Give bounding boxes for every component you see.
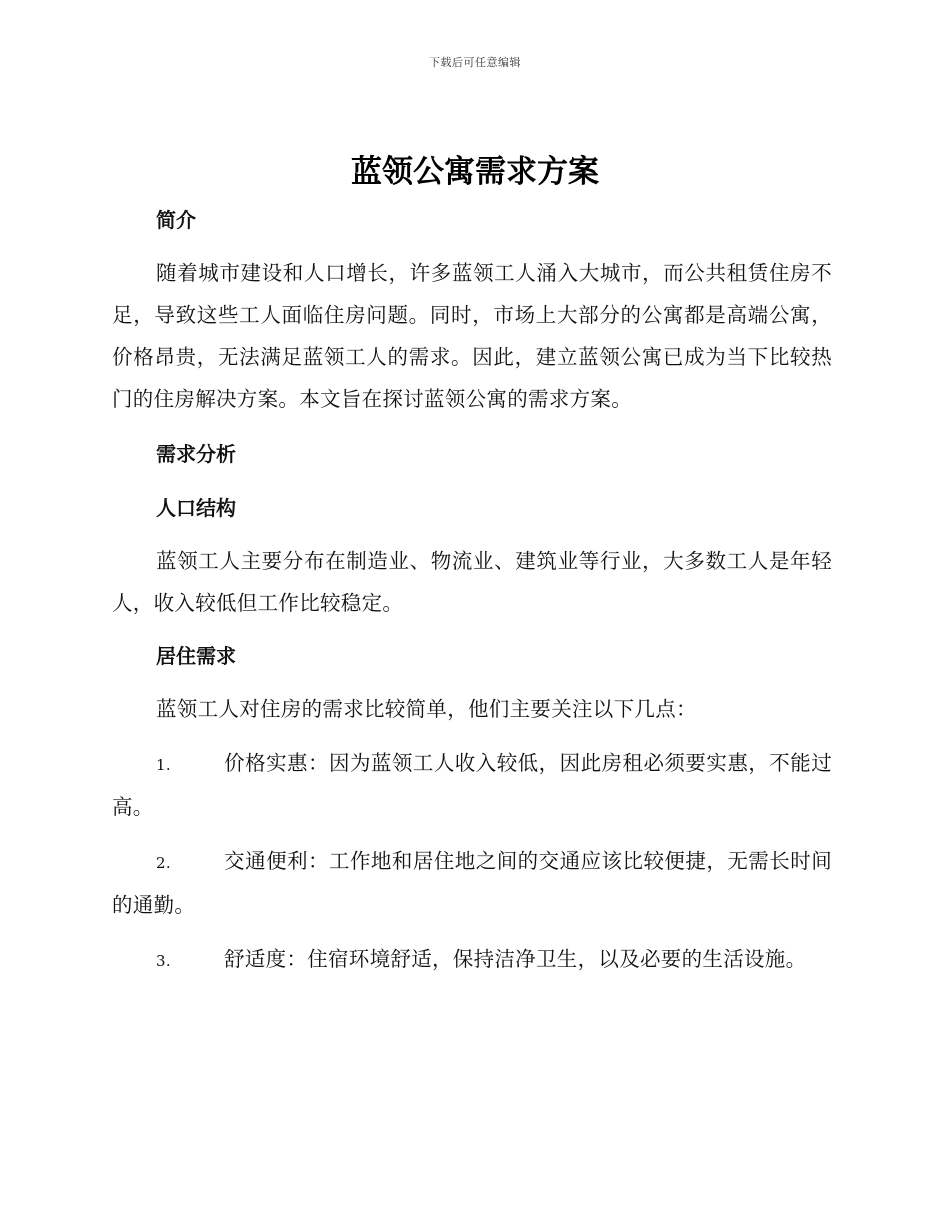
list-item-text: 交通便利：工作地和居住地之间的交通应该比较便捷，无需长时间的通勤。 [112,849,832,917]
paragraph-intro: 随着城市建设和人口增长，许多蓝领工人涌入大城市，而公共租赁住房不足，导致这些工人面临住房问题。同时，市场上大部分的公寓都是高端公寓，价格昂贵，无法满足蓝领工人的需求。因此，建立蓝领公寓已成为当下比较热门的住房解决方案。本文旨在探讨蓝领公寓的需求方案。 [112,261,832,411]
list-item-number: 1. [156,756,171,774]
list-item-number: 2. [156,854,171,872]
list-item-text: 舒适度：住宿环境舒适，保持洁净卫生，以及必要的生活设施。 [224,947,807,971]
list-item [112,840,832,926]
document-title: 蓝领公寓需求方案 [351,154,599,190]
heading-housing: 居住需求 [156,644,236,668]
heading-analysis: 需求分析 [156,442,236,466]
paragraph-population: 蓝领工人主要分布在制造业、物流业、建筑业等行业，大多数工人是年轻人，收入较低但工作比较稳定。 [112,549,832,615]
list-item [112,938,832,982]
heading-intro: 简介 [156,208,196,232]
list-item [112,742,832,828]
list-item-text: 价格实惠：因为蓝领工人收入较低，因此房租必须要实惠，不能过高。 [112,751,832,819]
document-body [112,200,832,982]
heading-population: 人口结构 [156,496,236,520]
list-item-number: 3. [156,952,171,970]
page-header-note: 下载后可任意编辑 [429,56,521,69]
paragraph-housing: 蓝领工人对住房的需求比较简单，他们主要关注以下几点： [156,697,697,721]
